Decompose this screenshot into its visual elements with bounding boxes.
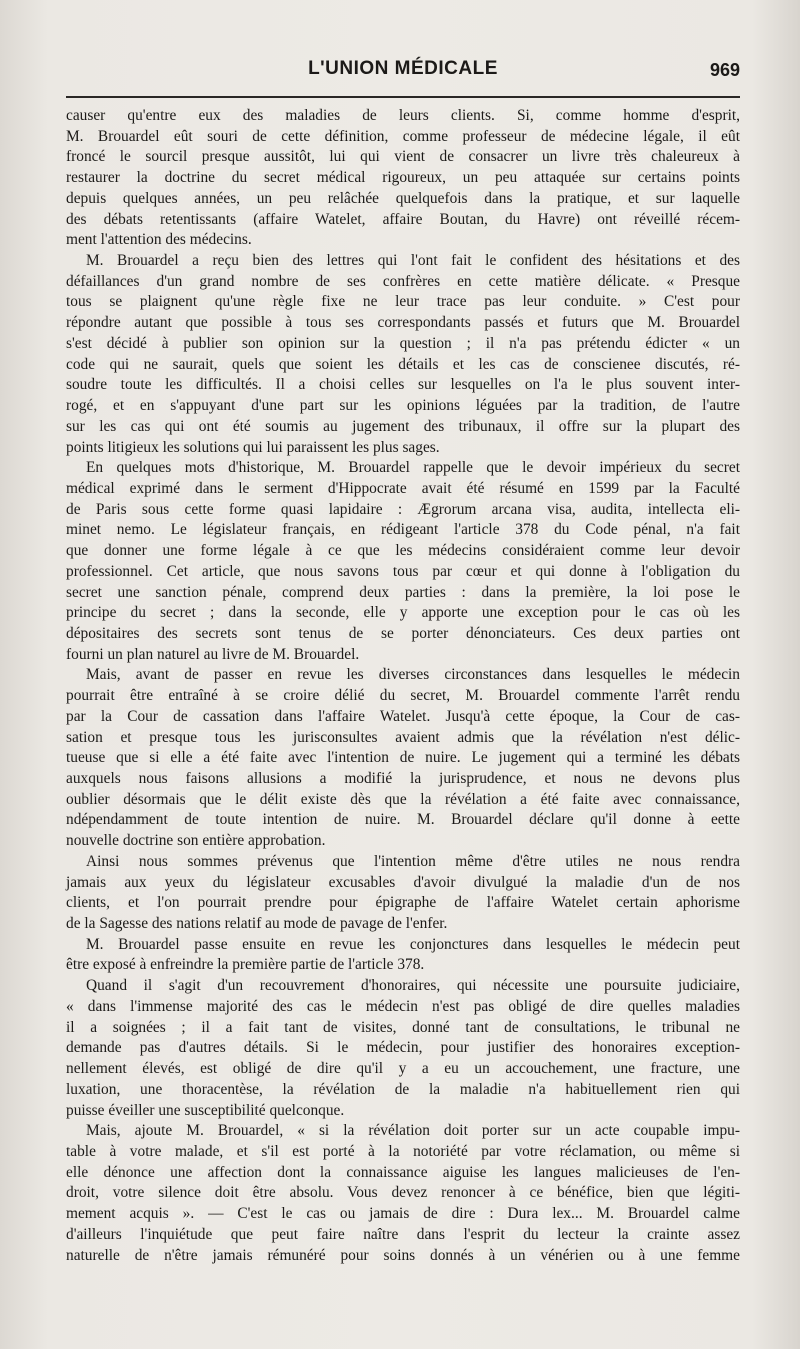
text-line: nouvelle doctrine son entière approbation. bbox=[66, 832, 326, 850]
text-line: froncé le sourcil presque aussitôt, lui qui vient de consacrer un livre très chaleureux à bbox=[66, 148, 740, 166]
text-line: soudre toute les difficultés. Il a choisi celles sur lesquelles on l'a le plus souvent inter- bbox=[66, 376, 740, 394]
text-line: de Paris sous cette forme quasi lapidaire : Ægrorum arcana visa, audita, intellecta eli- bbox=[66, 500, 740, 518]
text-line: restaurer la doctrine du secret médical rigoureux, un peu attaquée sur certains points bbox=[66, 169, 740, 187]
text-line: d'ailleurs l'inquiétude que peut faire naître dans l'esprit du lecteur la crainte assez bbox=[66, 1225, 740, 1243]
text-line: tueuse que si elle a été faite avec l'intention de nuire. Le jugement qui a terminé les débats bbox=[66, 749, 740, 767]
text-line: puisse éveiller une susceptibilité quelconque. bbox=[66, 1101, 345, 1119]
text-line: droit, votre silence doit être absolu. Vous devez renoncer à ce bénéfice, bien que légiti- bbox=[66, 1184, 740, 1202]
text-line: être exposé à enfreindre la première partie de l'article 378. bbox=[66, 956, 425, 974]
text-line: Mais, ajoute M. Brouardel, « si la révélation doit porter sur un acte coupable impu- bbox=[86, 1122, 740, 1140]
text-line: défaillances d'un grand nombre de ses confrères en cette matière délicate. « Presque bbox=[66, 272, 740, 290]
text-line: clients, et l'on pourrait prendre pour épigraphe de l'affaire Watelet certain aphorisme bbox=[66, 894, 740, 912]
text-line: dépositaires des secrets sont tenus de se porter dénonciateurs. Ces deux parties ont bbox=[66, 624, 740, 642]
text-line: luxation, une thoracentèse, la révélation de la maladie n'a habituellement rien qui bbox=[66, 1080, 740, 1098]
text-line: sur les cas qui ont été soumis au jugement des tribunaux, il offre sur la plupart des bbox=[66, 417, 740, 435]
text-line: rogé, et en s'appuyant d'une part sur les opinions léguées par la tradition, de l'autre bbox=[66, 397, 740, 415]
text-line: ment l'attention des médecins. bbox=[66, 231, 252, 249]
text-line: Mais, avant de passer en revue les diverses circonstances dans lesquelles le médecin bbox=[86, 666, 740, 684]
text-line: il a soignées ; il a fait tant de visites, donné tant de consultations, le tribunal ne bbox=[66, 1018, 740, 1036]
text-line: sation et presque tous les jurisconsultes avaient admis que la révélation n'est délic- bbox=[66, 728, 740, 746]
text-line: En quelques mots d'historique, M. Brouardel rappelle que le devoir impérieux du secret bbox=[86, 459, 740, 477]
text-line: M. Brouardel passe ensuite en revue les conjonctures dans lesquelles le médecin peut bbox=[86, 935, 740, 953]
text-line: pourrait être entraîné à se croire délié du secret, M. Brouardel commente l'arrêt rendu bbox=[66, 687, 740, 705]
text-line: M. Brouardel eût souri de cette définition, comme professeur de médecine légale, il eût bbox=[66, 127, 740, 145]
text-line: principe du secret ; dans la seconde, elle y apporte une exception pour le cas où les bbox=[66, 604, 740, 622]
article-body bbox=[66, 106, 740, 1266]
text-line: Quand il s'agit d'un recouvrement d'honoraires, qui nécessite une poursuite judiciaire, bbox=[86, 977, 740, 995]
text-line: tous se plaignent qu'une règle fixe ne leur trace pas leur conduite. » C'est pour bbox=[66, 293, 740, 311]
text-line: elle dénonce une affection dont la connaissance aiguise les langues malicieuses de l'en- bbox=[66, 1163, 740, 1181]
text-line: naturelle de n'être jamais rémunéré pour soins donnés à un vénérien ou à une femme bbox=[66, 1246, 740, 1264]
text-line: fourni un plan naturel au livre de M. Brouardel. bbox=[66, 645, 360, 663]
text-line: auxquels nous faisons allusions a modifié la jurisprudence, et nous ne devons plus bbox=[66, 770, 740, 787]
text-line: médical exprimé dans le serment d'Hippocrate avait été résumé en 1599 par la Faculté bbox=[66, 479, 740, 497]
page-header bbox=[66, 58, 740, 86]
text-line: table à votre malade, et s'il est porté à la notoriété par votre réclamation, ou même si bbox=[66, 1142, 740, 1160]
text-line: M. Brouardel a reçu bien des lettres qui l'ont fait le confident des hésitations et des bbox=[86, 252, 740, 270]
text-line: points litigieux les solutions qui lui paraissent les plus sages. bbox=[66, 438, 440, 456]
text-line: ndépendamment de toute intention de nuire. M. Brouardel déclare qu'il donne à eette bbox=[66, 811, 740, 829]
text-line: nellement élevés, est obligé de dire qu'il y a eu un accouchement, une fracture, une bbox=[66, 1060, 740, 1078]
text-line: demande pas d'autres détails. Si le médecin, pour justifier des honoraires exception- bbox=[66, 1039, 740, 1057]
text-line: de la Sagesse des nations relatif au mode de pavage de l'enfer. bbox=[66, 915, 448, 933]
text-line: causer qu'entre eux des maladies de leurs clients. Si, comme homme d'esprit, bbox=[66, 107, 740, 124]
page-number: 969 bbox=[709, 60, 740, 80]
text-line: que donner une forme légale à ce que les médecins considéraient comme leur devoir bbox=[66, 542, 740, 560]
text-line: répondre autant que possible à tous ses correspondants passés et futurs que M. Brouardel bbox=[66, 314, 740, 332]
header-rule bbox=[66, 96, 740, 98]
text-line: depuis quelques années, un peu relâchée quelquefois dans la pratique, et sur laquelle bbox=[66, 189, 740, 207]
text-line: des débats retentissants (affaire Watelet, affaire Boutan, du Havre) ont réveillé récem- bbox=[66, 210, 740, 228]
journal-title: L'UNION MÉDICALE bbox=[308, 58, 498, 79]
text-line: « dans l'immense majorité des cas le médecin n'est pas obligé de dire quelles maladies bbox=[66, 997, 740, 1015]
text-line: code qui ne saurait, quels que soient les détails et les cas de conscienee discutés, ré- bbox=[66, 355, 740, 373]
text-line: par la Cour de cassation dans l'affaire Watelet. Jusqu'à cette époque, la Cour de cas- bbox=[66, 707, 740, 725]
text-line: mement acquis ». — C'est le cas ou jamais de dire : Dura lex... M. Brouardel calme bbox=[66, 1205, 740, 1223]
text-line: oublier désormais que le délit existe dès que la révélation a été faite avec connaissance, bbox=[66, 790, 740, 808]
text-line: professionnel. Cet article, que nous savons tous par cœur et qui donne à l'obligation du bbox=[66, 562, 740, 580]
text-line: secret une sanction pénale, comprend deux parties : dans la première, la loi pose le bbox=[66, 583, 740, 601]
text-line: jamais aux yeux du législateur excusables d'avoir divulgué la maladie d'un de nos bbox=[66, 873, 740, 891]
text-line: Ainsi nous sommes prévenus que l'intention même d'être utiles ne nous rendra bbox=[86, 852, 740, 870]
text-line: s'est décidé à publier son opinion sur la question ; il n'a pas prétendu édicter « un bbox=[66, 334, 740, 352]
text-line: minet nemo. Le législateur français, en rédigeant l'article 378 du Code pénal, n'a fait bbox=[66, 521, 740, 539]
